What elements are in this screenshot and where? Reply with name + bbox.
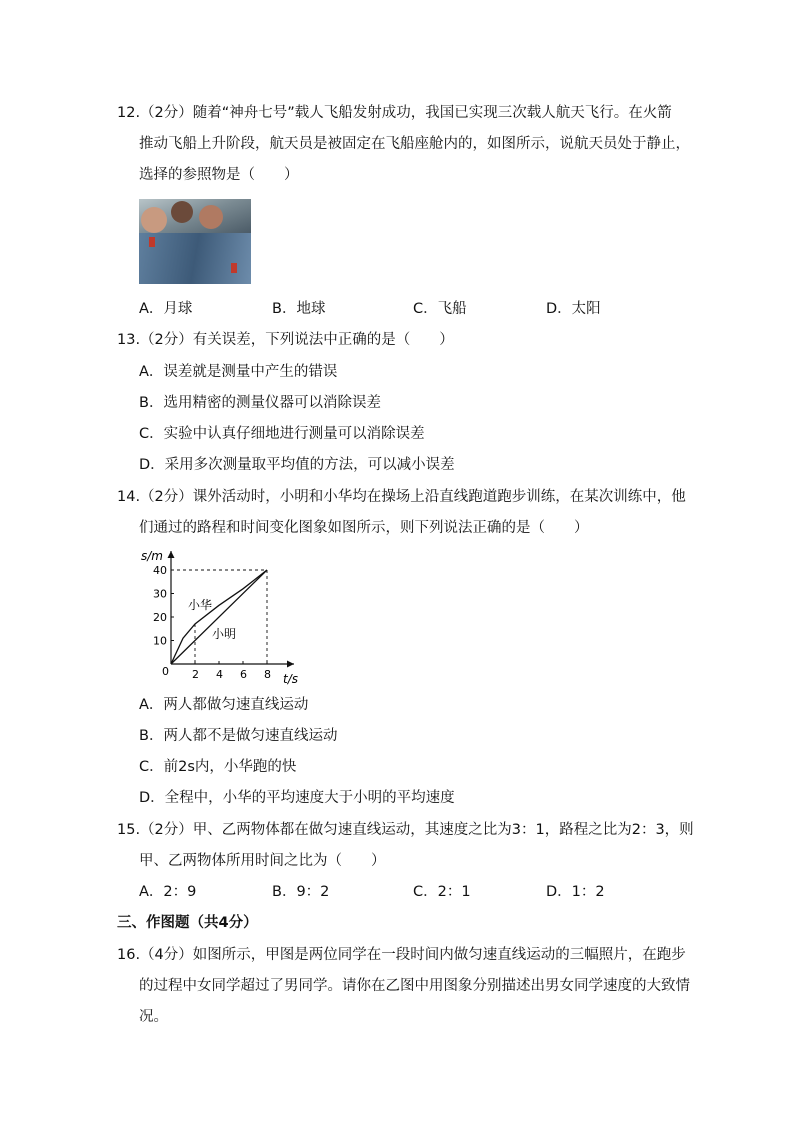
q14-option-a: A．两人都做匀速直线运动 — [139, 697, 309, 713]
q15-option-c: C．2：1 — [413, 884, 471, 900]
q14-text-line2: 们通过的路程和时间变化图象如图所示，则下列说法正确的是（ ） — [139, 520, 589, 536]
q14-option-b: B．两人都不是做匀速直线运动 — [139, 728, 338, 744]
series-line-1 — [171, 570, 267, 664]
q12-option-c: C．飞船 — [413, 301, 467, 317]
q16-text-line2: 的过程中女同学超过了男同学。请你在乙图中用图象分别描述出男女同学速度的大致情 — [139, 978, 690, 994]
section-heading: 三、作图题（共4分） — [117, 915, 258, 931]
y-tick-label-40: 40 — [153, 564, 167, 577]
series-label-xiaoming: 小明 — [212, 627, 237, 641]
q15-option-a: A．2：9 — [139, 884, 197, 900]
q16-text-line3: 况。 — [139, 1009, 168, 1025]
distance-time-chart — [130, 545, 310, 690]
series-label-xiaohua: 小华 — [188, 598, 213, 612]
q12-option-b: B．地球 — [272, 301, 326, 317]
y-tick-label-20: 20 — [153, 611, 167, 624]
q12-text-line3: 选择的参照物是（ ） — [139, 167, 299, 183]
q16-text-line1: 16.（4分）如图所示，甲图是两位同学在一段时间内做匀速直线运动的三幅照片，在跑步 — [117, 947, 686, 963]
x-tick-label-8: 8 — [264, 668, 271, 681]
q13-option-c: C．实验中认真仔细地进行测量可以消除误差 — [139, 426, 425, 442]
q15-text-line2: 甲、乙两物体所用时间之比为（ ） — [139, 853, 386, 869]
q13-option-b: B．选用精密的测量仪器可以消除误差 — [139, 395, 381, 411]
q15-text-line1: 15.（2分）甲、乙两物体都在做匀速直线运动，其速度之比为3：1，路程之比为2：3，则 — [117, 822, 694, 838]
q12-option-a: A．月球 — [139, 301, 193, 317]
q13-text-line1: 13.（2分）有关误差，下列说法中正确的是（ ） — [117, 332, 454, 348]
q12-text-line1: 12.（2分）随着“神舟七号”载人飞船发射成功，我国已实现三次载人航天飞行。在火箭 — [117, 105, 672, 121]
q12-option-d: D．太阳 — [546, 301, 601, 317]
y-tick-label-30: 30 — [153, 587, 167, 601]
origin-label: 0 — [162, 665, 169, 678]
x-tick-label-2: 2 — [192, 668, 199, 681]
y-axis-label: s/m — [141, 549, 163, 563]
q13-option-d: D．采用多次测量取平均值的方法，可以减小误差 — [139, 457, 455, 473]
x-tick-label-4: 4 — [216, 668, 223, 681]
astronauts-photo — [139, 199, 251, 284]
y-tick-label-10: 10 — [153, 634, 167, 648]
q15-option-b: B．9：2 — [272, 884, 330, 900]
q13-option-a: A．误差就是测量中产生的错误 — [139, 364, 338, 380]
q14-option-c: C．前2s内，小华跑的快 — [139, 759, 297, 775]
x-axis-label: t/s — [283, 672, 298, 686]
x-tick-label-6: 6 — [240, 668, 247, 681]
q12-text-line2: 推动飞船上升阶段，航天员是被固定在飞船座舱内的，如图所示，说航天员处于静止， — [139, 136, 690, 152]
q14-text-line1: 14.（2分）课外活动时，小明和小华均在操场上沿直线跑道跑步训练，在某次训练中，他 — [117, 489, 686, 505]
q14-option-d: D．全程中，小华的平均速度大于小明的平均速度 — [139, 790, 455, 806]
q15-option-d: D．1：2 — [546, 884, 605, 900]
